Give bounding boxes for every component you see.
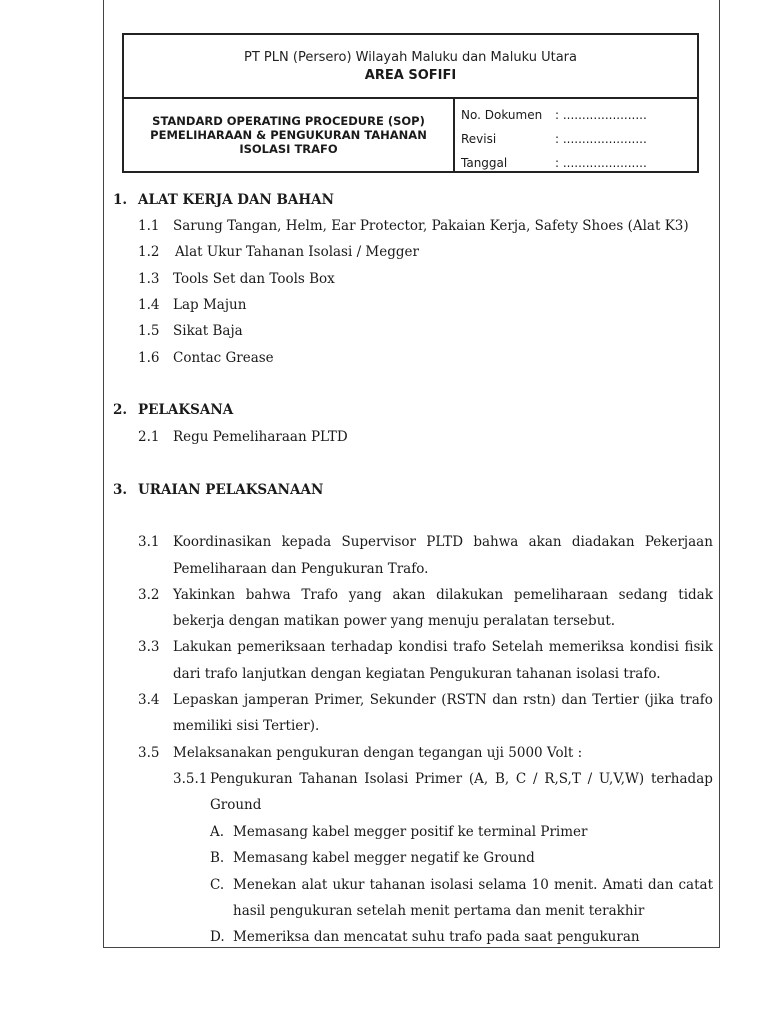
step-letter: B. [210, 850, 225, 866]
list-item-number: 1.4 [138, 297, 160, 313]
word: 10 [531, 877, 549, 893]
word: Lepaskan [173, 692, 239, 708]
list-item-number: 1.2 [138, 244, 160, 260]
list-item-text: Lap Majun [173, 297, 247, 313]
paragraph-line: bekerja dengan matikan power yang menuju peralatan tersebut. [173, 613, 616, 629]
paragraph-line: Pemeliharaan dan Pengukuran Trafo. [173, 561, 429, 577]
word: dilakukan [436, 587, 504, 603]
section-title: ALAT KERJA DAN BAHAN [138, 192, 334, 208]
step-text: hasil pengukuran setelah menit pertama dan menit terakhir [233, 903, 645, 919]
word: Setelah [491, 639, 544, 655]
word: Menekan [233, 877, 297, 893]
word: Tertier [592, 692, 639, 708]
paragraph-line [173, 639, 713, 655]
list-item-text: Tools Set dan Tools Box [173, 271, 335, 287]
word: kondisi [398, 639, 448, 655]
word: (RSTN [441, 692, 487, 708]
list-item-text: Alat Ukur Tahanan Isolasi / Megger [175, 244, 419, 260]
meta-label: Tanggal [461, 156, 508, 170]
paragraph-line: memiliki sisi Tertier). [173, 718, 320, 734]
word: bahwa [245, 587, 291, 603]
word: Primer [415, 771, 463, 787]
word: PLTD [426, 534, 464, 550]
word: Pekerjaan [644, 534, 713, 550]
word: B, [494, 771, 510, 787]
word: isolasi [430, 877, 474, 893]
header-top [124, 35, 697, 99]
word: R,S,T [544, 771, 581, 787]
sop-title [124, 97, 455, 173]
word: Amati [602, 877, 643, 893]
meta-row-date [461, 151, 696, 175]
word: jamperan [244, 692, 309, 708]
word: kepada [281, 534, 332, 550]
word: alat [301, 877, 328, 893]
list-item-number: 3.1 [138, 534, 160, 550]
word: (A, [468, 771, 489, 787]
section-title: URAIAN PELAKSANAAN [138, 482, 324, 498]
paragraph-line: dari trafo lanjutkan dengan kegiatan Pengukuran tahanan isolasi trafo. [173, 666, 661, 682]
document-meta [461, 103, 696, 175]
meta-value: : ...................... [555, 156, 647, 170]
list-item-number: 3.3 [138, 639, 160, 655]
list-item-number: 1.1 [138, 218, 160, 234]
word: catat [678, 877, 713, 893]
company-name: PT PLN (Persero) Wilayah Maluku dan Maluku Utara [244, 50, 577, 65]
word: terhadap [650, 771, 713, 787]
paragraph-line [173, 587, 713, 603]
word: diadakan [571, 534, 635, 550]
word: yang [348, 587, 382, 603]
list-item-number: 2.1 [138, 429, 160, 445]
word: Tahanan [299, 771, 358, 787]
word: U,V,W) [598, 771, 645, 787]
meta-value: : ...................... [555, 108, 647, 122]
word: / [587, 771, 593, 787]
meta-row-document-number [461, 103, 696, 127]
word: fisik [684, 639, 713, 655]
word: kondisi [629, 639, 679, 655]
word: dan [561, 692, 587, 708]
step-letter: D. [210, 929, 225, 945]
word: bahwa [473, 534, 519, 550]
word: (jika [644, 692, 675, 708]
section-number: 1. [113, 192, 128, 208]
word: dan [492, 692, 518, 708]
list-item-number: 3.2 [138, 587, 160, 603]
paragraph-line [173, 534, 713, 550]
list-item-number: 3.5 [138, 745, 160, 761]
word: rstn) [523, 692, 556, 708]
word: Yakinkan [173, 587, 236, 603]
section-number: 2. [113, 402, 128, 418]
list-item-text: Sarung Tangan, Helm, Ear Protector, Pakaian Kerja, Safety Shoes (Alat K3) [173, 218, 689, 234]
list-item-text: Contac Grease [173, 350, 274, 366]
word: akan [392, 587, 426, 603]
sop-title-line: ISOLASI TRAFO [239, 142, 338, 156]
word: Primer, [314, 692, 365, 708]
list-item-number: 1.3 [138, 271, 160, 287]
word: menit. [553, 877, 598, 893]
list-item-number: 1.5 [138, 323, 160, 339]
word: pemeriksaan [237, 639, 326, 655]
list-item-number: 3.4 [138, 692, 160, 708]
meta-label: Revisi [461, 132, 497, 146]
word: Koordinasikan [173, 534, 272, 550]
list-item-text: Regu Pemeliharaan PLTD [173, 429, 348, 445]
paragraph-line: Ground [210, 797, 262, 813]
section-number: 3. [113, 482, 128, 498]
list-item-text: Sikat Baja [173, 323, 243, 339]
step-text [233, 877, 713, 893]
word: / [533, 771, 538, 787]
paragraph-line [173, 692, 713, 708]
word: dan [648, 877, 674, 893]
step-letter: A. [210, 824, 225, 840]
word: trafo [679, 692, 713, 708]
step-letter: C. [210, 877, 225, 893]
sop-title-line: STANDARD OPERATING PROCEDURE (SOP) [152, 114, 425, 128]
meta-label: No. Dokumen [461, 108, 543, 122]
step-text: Memasang kabel megger positif ke terminal Primer [233, 824, 588, 840]
paragraph-line: Melaksanakan pengukuran dengan tegangan uji 5000 Volt : [173, 745, 583, 761]
area-name: AREA SOFIFI [364, 68, 457, 83]
step-text: Memeriksa dan mencatat suhu trafo pada saat pengukuran [233, 929, 640, 945]
word: memeriksa [548, 639, 625, 655]
word: tidak [678, 587, 713, 603]
word: akan [528, 534, 562, 550]
word: tahanan [369, 877, 426, 893]
paragraph-line [210, 771, 713, 787]
word: ukur [332, 877, 365, 893]
word: sedang [618, 587, 668, 603]
meta-row-revision [461, 127, 696, 151]
word: Isolasi [364, 771, 409, 787]
word: selama [478, 877, 527, 893]
meta-value: : ...................... [555, 132, 647, 146]
document-header [122, 33, 699, 173]
word: pemeliharaan [513, 587, 608, 603]
sub-item-number: 3.5.1 [173, 771, 208, 787]
word: C [515, 771, 527, 787]
section-title: PELAKSANA [138, 402, 234, 418]
word: trafo [453, 639, 487, 655]
word: Trafo [301, 587, 339, 603]
list-item-number: 1.6 [138, 350, 160, 366]
word: Sekunder [369, 692, 436, 708]
word: terhadap [330, 639, 393, 655]
sop-title-line: PEMELIHARAAN & PENGUKURAN TAHANAN [150, 128, 427, 142]
word: Lakukan [173, 639, 232, 655]
word: Pengukuran [210, 771, 293, 787]
word: Supervisor [341, 534, 416, 550]
step-text: Memasang kabel megger negatif ke Ground [233, 850, 535, 866]
